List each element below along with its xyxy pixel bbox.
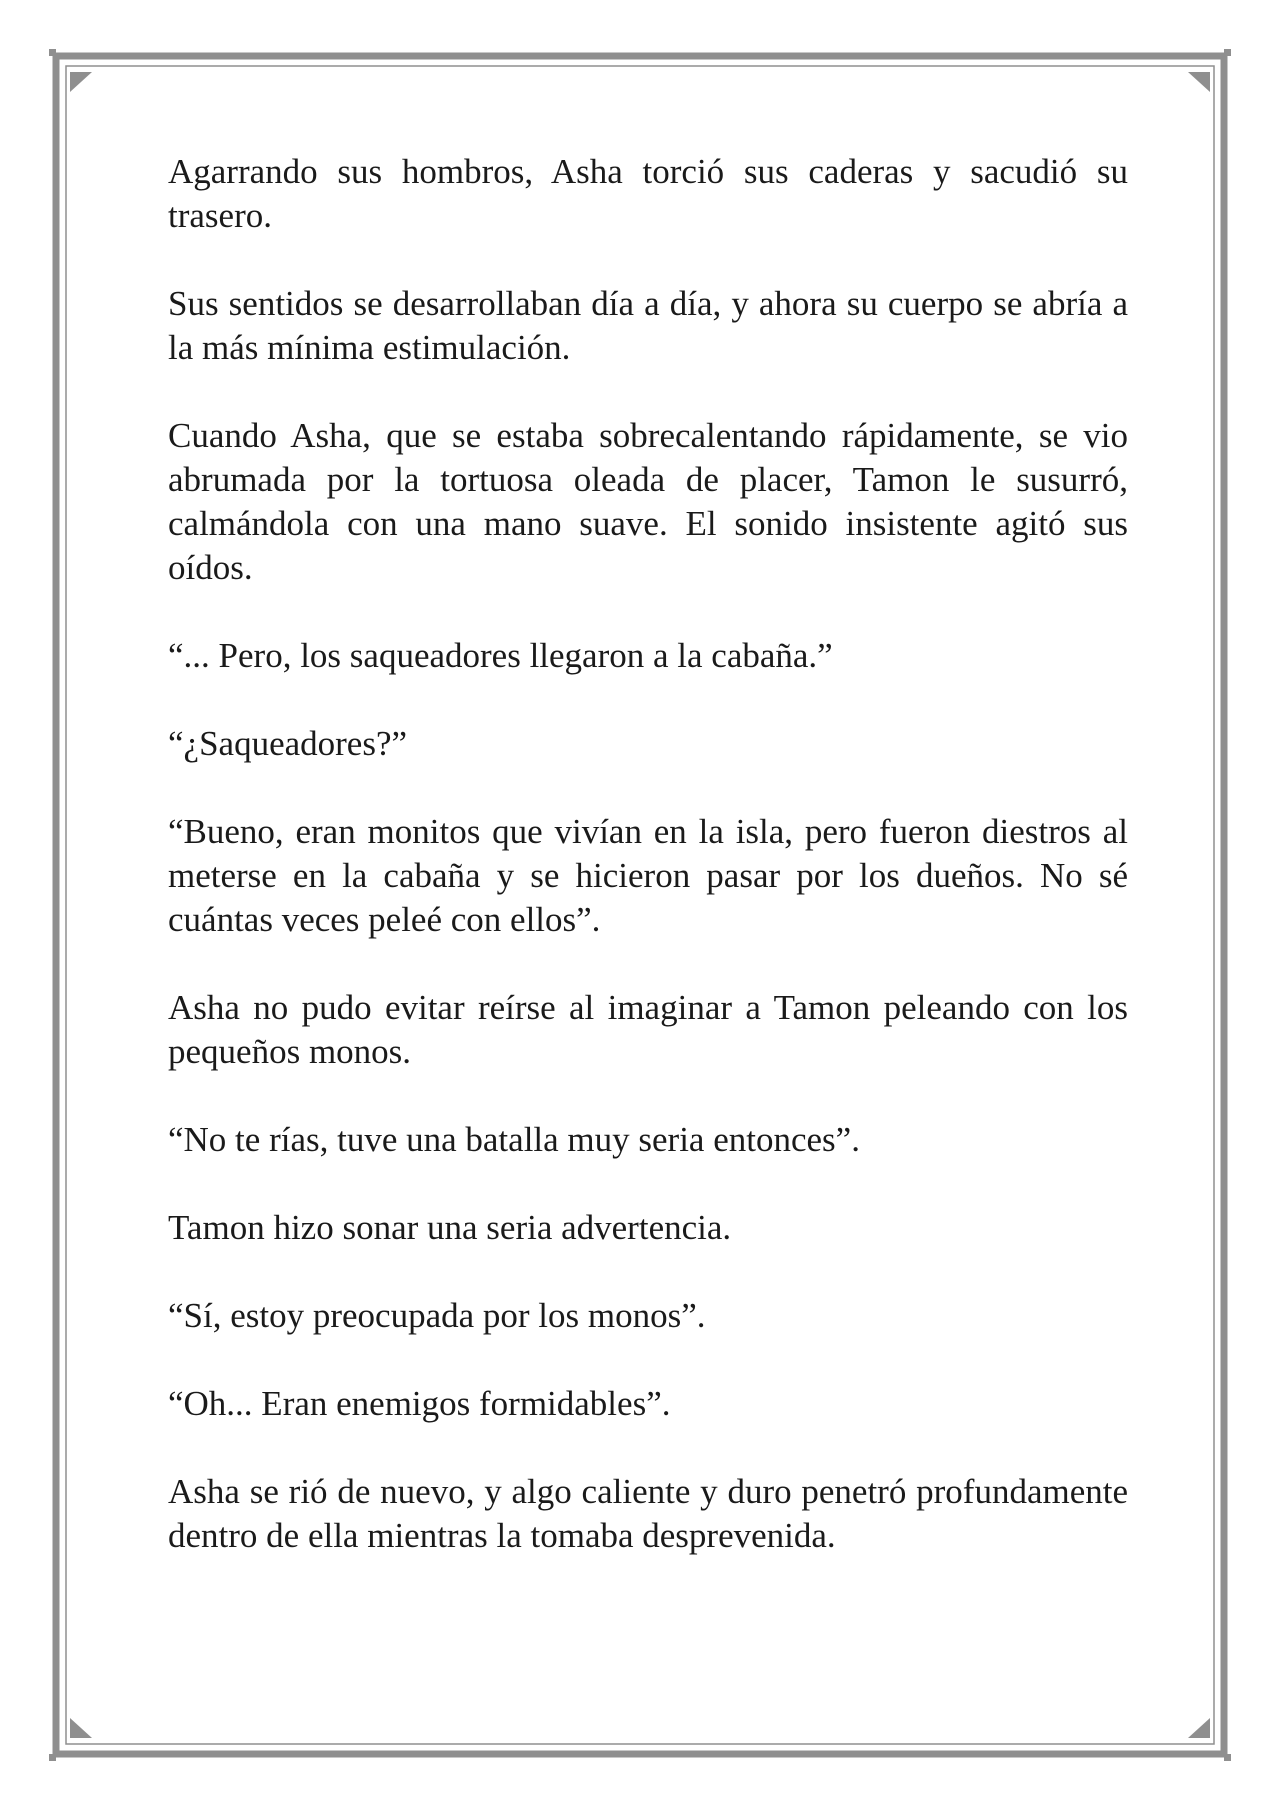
page-text	[168, 150, 1128, 1558]
paragraph: Asha se rió de nuevo, y algo caliente y duro penetró profundamente dentro de ella mientras la tomaba desprevenida.	[168, 1472, 1128, 1555]
paragraph: Cuando Asha, que se estaba sobrecalentando rápidamente, se vio abrumada por la tortuosa oleada de placer, Tamon le susurró, calmándola con una mano suave. El sonido insistente agitó sus oídos.	[168, 416, 1128, 587]
paragraph: Sus sentidos se desarrollaban día a día, y ahora su cuerpo se abría a la más mínima estimulación.	[168, 284, 1128, 367]
dialogue-line: “Sí, estoy preocupada por los monos”.	[168, 1296, 706, 1335]
paragraph: Asha no pudo evitar reírse al imaginar a Tamon peleando con los pequeños monos.	[168, 988, 1128, 1071]
paragraph: Agarrando sus hombros, Asha torció sus caderas y sacudió su trasero.	[168, 152, 1128, 235]
dialogue-line: “Bueno, eran monitos que vivían en la isla, pero fueron diestros al meterse en la cabaña y se hicieron pasar por los dueños. No sé cuántas veces peleé con ellos”.	[168, 812, 1128, 939]
dialogue-line: “¿Saqueadores?”	[168, 724, 408, 763]
paragraph: Tamon hizo sonar una seria advertencia.	[168, 1208, 732, 1247]
dialogue-line: “No te rías, tuve una batalla muy seria entonces”.	[168, 1120, 860, 1159]
dialogue-line: “Oh... Eran enemigos formidables”.	[168, 1384, 671, 1423]
dialogue-line: “... Pero, los saqueadores llegaron a la cabaña.”	[168, 636, 833, 675]
